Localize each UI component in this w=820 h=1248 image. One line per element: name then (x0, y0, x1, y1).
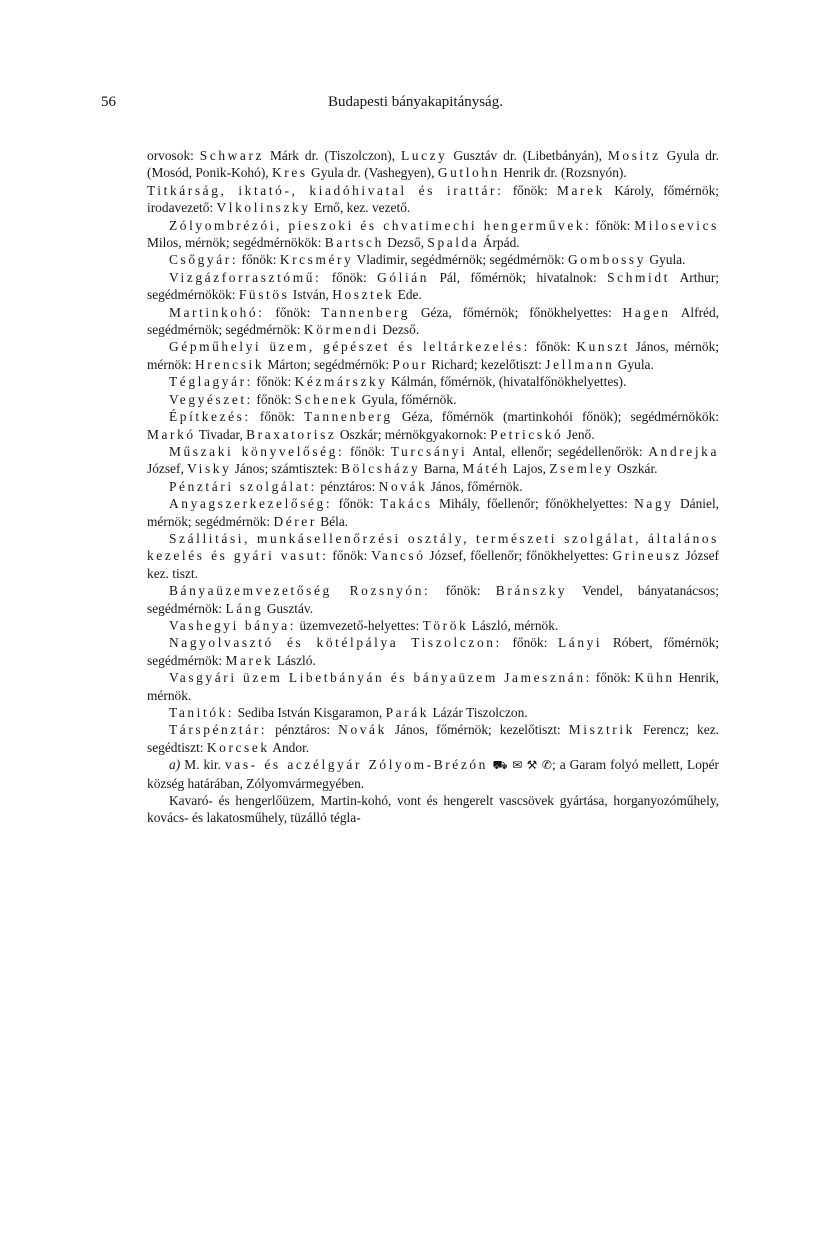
text-run: János, főmérnök. (427, 478, 523, 494)
text-run: József, (147, 461, 188, 477)
text-run: főnök: (591, 670, 635, 686)
spaced-text: Krcsméry (279, 252, 354, 268)
paragraph (147, 617, 719, 634)
spaced-text: Hosztek (332, 287, 395, 303)
spaced-text: Vlkolinszky (216, 200, 311, 216)
text-run: Gusztáv. (263, 600, 314, 616)
spaced-text: Vegyészet: (169, 391, 254, 407)
text-run: Sediba István Kisgaramon, (234, 705, 386, 720)
spaced-text: Hrencsik (194, 356, 265, 372)
text-run: Henrik dr. (Rozsnyón). (499, 165, 627, 181)
spaced-text: Csőgyár: (169, 252, 239, 268)
spaced-text: Schmidt (607, 269, 670, 285)
spaced-text: Gépműhelyi üzem, gépészet és leltárkezelés: (169, 339, 530, 355)
text-run: Kavaró- és hengerlőüzem, Martin-kohó, vont és hengerelt vascsövek gyártása, horganyozóműhely, kovács- és lakatosműhely, tüzálló tégla- (147, 793, 719, 826)
paragraph (147, 530, 719, 582)
text-run: Kálmán, főmérnök, (hivatalfőnökhelyettes). (387, 374, 627, 390)
spaced-text: Társpénztár: (169, 722, 268, 738)
text-run: Gyula dr. (Mosód, Ponik-Kohó), (147, 148, 720, 181)
paragraph (147, 721, 719, 756)
spaced-text: Visky (187, 461, 232, 477)
text-run: főnök: (344, 443, 391, 459)
text-run: Dániel, mérnök; segédmérnök: (147, 496, 720, 529)
text-run: főnök: (328, 548, 372, 564)
paragraph (147, 704, 719, 721)
paragraph (147, 792, 719, 827)
text-run: Gyula dr. (Vashegyen), (307, 165, 438, 181)
text-run: főnök: (501, 635, 559, 651)
text-run: Mihály, főellenőr; főnökhelyettes: (432, 496, 635, 512)
text-run: a) (169, 757, 181, 773)
text-run: Andor. (269, 739, 310, 755)
text-run: főnök: (332, 496, 381, 512)
text-run: főnök: (238, 252, 280, 268)
text-run: Ferencz; kez. segédtiszt: (147, 722, 719, 755)
spaced-text: Novák (378, 478, 428, 494)
spaced-text: Spalda (427, 235, 480, 251)
text-run: Oszkár. (613, 461, 658, 477)
spaced-text: Kühn (634, 670, 675, 686)
text-run: Márk dr. (Tiszolczon), (264, 148, 401, 163)
spaced-text: Grineusz (612, 548, 682, 564)
text-run: László. (273, 652, 316, 668)
text-run: Oszkár; mérnökgyakornok: (336, 426, 491, 442)
spaced-text: Korcsek (206, 739, 270, 755)
spaced-text: Tanitók: (169, 705, 235, 720)
symbol-icons: ⛟ ✉ ⚒ ✆ (487, 758, 552, 773)
spaced-text: Tannenberg (303, 409, 393, 425)
spaced-text: Füstös (238, 287, 290, 303)
paragraph (147, 756, 719, 792)
spaced-text: Műszaki könyvelőség: (169, 443, 345, 459)
spaced-text: Mátéh (462, 461, 510, 477)
spaced-text: Téglagyár: (169, 374, 253, 390)
paragraph (147, 304, 719, 339)
text-run: M. kir. (180, 757, 225, 773)
paragraph (147, 217, 719, 252)
text-run: főnök: (591, 217, 635, 233)
paragraph (147, 634, 719, 669)
text-run: Barna, (420, 461, 463, 477)
spaced-text: Körmendi (303, 322, 380, 338)
text-run: pénztáros: (267, 722, 339, 738)
text-run: Antal, ellenőr; segédellenőrök: (467, 443, 649, 459)
spaced-text: Schwarz (199, 148, 265, 163)
text-run: Márton; segédmérnök: (264, 356, 393, 372)
text-run: főnök: (253, 374, 295, 390)
page-number: 56 (101, 94, 116, 110)
spaced-text: Szállitási, munkásellenőrzési osztály, természeti szolgálat, általános kezelés és gyári vasut: (147, 530, 719, 564)
text-run: Vendel, bányatanácsos; segédmérnök: (147, 583, 719, 616)
spaced-text: Építkezés: (169, 409, 251, 425)
text-run: Richard; kezelőtiszt: (428, 356, 546, 372)
text-run: István, (289, 287, 333, 303)
paragraph (147, 182, 719, 217)
spaced-text: Vancsó (371, 548, 426, 564)
text-run: pénztáros: (316, 478, 379, 494)
spaced-text: Lányi (558, 635, 603, 651)
spaced-text: Bránszky (495, 583, 568, 599)
spaced-text: Martinkohó: (169, 304, 265, 320)
text-run: Géza, főmérnök (martinkohói főnök); segédmérnökök: (392, 409, 720, 425)
text-run: Ernő, kez. vezető. (310, 200, 411, 216)
text-run: Gusztáv dr. (Libetbányán), (447, 148, 608, 163)
text-run: főnök: (321, 269, 378, 285)
spaced-text: Braxatorisz (246, 426, 337, 442)
spaced-text: Nagy (634, 496, 674, 512)
spaced-text: Láng (225, 600, 264, 616)
spaced-text: Zólyombrézói, pieszoki és chvatimechi hengerművek: (169, 217, 592, 233)
spaced-text: Bartsch (324, 235, 384, 251)
text-run: László, mérnök. (468, 617, 559, 633)
spaced-text: Török (422, 617, 469, 633)
text-run: János; számtisztek: (231, 461, 342, 477)
spaced-text: Marek (556, 182, 605, 198)
text-run: főnök: (250, 409, 304, 425)
spaced-text: Kres (271, 165, 308, 181)
paragraph (147, 582, 719, 617)
text-run: János, mérnök; mérnök: (147, 339, 719, 372)
spaced-text: Bányaüzemvezetőség Rozsnyón: (169, 583, 431, 599)
text-run: Gyula. (614, 356, 654, 372)
spaced-text: Misztrik (568, 722, 635, 738)
text-run: ; a Garam folyó mellett, Lopér község határában, Zólyomvármegyében. (147, 757, 719, 791)
spaced-text: Turcsányi (390, 443, 468, 459)
text-run: Arthur; segédmérnökök: (147, 269, 720, 303)
spaced-text: vas- és aczélgyár Zólyom-Brézón (225, 757, 488, 773)
spaced-text: Anyagszerkezelőség: (169, 496, 333, 512)
spaced-text: Dérer (273, 513, 317, 529)
text-run: Henrik, mérnök. (147, 670, 720, 703)
text-run: Ede. (394, 287, 422, 303)
spaced-text: Hagen (622, 304, 671, 320)
spaced-text: Markó (147, 426, 196, 442)
text-run: Géza, főmérnök; főnökhelyettes: (410, 304, 623, 320)
text-run: orvosok: (147, 148, 200, 163)
spaced-text: Gólián (377, 269, 430, 285)
spaced-text: Vashegyi bánya: (169, 617, 297, 633)
text-run: József, főellenőr; főnökhelyettes: (425, 548, 613, 564)
text-run: Tivadar, (195, 426, 247, 442)
spaced-text: Takács (380, 496, 433, 512)
spaced-text: Nagyolvasztó és kötélpálya Tiszolczon: (169, 635, 502, 651)
spaced-text: Marek (225, 652, 274, 668)
spaced-text: Andrejka (648, 443, 719, 459)
text-run: Lajos, (509, 461, 550, 477)
text-run: Jenő. (563, 426, 595, 442)
spaced-text: Luczy (401, 148, 448, 163)
spaced-text: Gutlohn (437, 165, 500, 181)
paragraph (147, 251, 719, 268)
text-run: Alfréd, segédmérnök; segédmérnök: (147, 304, 720, 338)
spaced-text: Kézmárszky (294, 374, 388, 390)
spaced-text: Gombossy (567, 252, 647, 268)
spaced-text: Schenek (294, 391, 359, 407)
text-run: Béla. (316, 513, 349, 529)
running-title: Budapesti bányakapitányság. (328, 94, 503, 110)
spaced-text: Vizgázforrasztómű: (169, 269, 322, 285)
spaced-text: Kunszt (576, 339, 630, 355)
text-run: Róbert, főmérnök; segédmérnök: (147, 635, 719, 668)
spaced-text: Tannenberg (321, 304, 411, 320)
text-run: főnök: (253, 391, 295, 407)
text-run: üzemvezető-helyettes: (296, 617, 423, 633)
text-run: főnök: (529, 339, 577, 355)
text-run: Árpád. (479, 235, 520, 251)
spaced-text: Pour (392, 356, 429, 372)
paragraph (147, 408, 719, 443)
text-run: Dezső. (379, 322, 420, 338)
text-run: főnök: (430, 583, 496, 599)
spaced-text: Mositz (607, 148, 661, 163)
text-run: Milos, mérnök; segédmérnökök: (147, 235, 325, 251)
spaced-text: Jellmann (545, 356, 615, 372)
paragraph (147, 495, 719, 530)
paragraph (147, 338, 719, 373)
body-text (147, 147, 719, 827)
text-run: Dezső, (383, 235, 428, 251)
paragraph (147, 478, 719, 495)
text-run: Gyula, főmérnök. (358, 391, 457, 407)
text-run: Pál, főmérnök; hivatalnok: (429, 269, 608, 285)
spaced-text: Zsemley (549, 461, 614, 477)
text-run: János, főmérnök; kezelőtiszt: (386, 722, 569, 738)
spaced-text: Milosevics (634, 217, 719, 233)
paragraph (147, 669, 719, 704)
text-run: Károly, főmérnök; irodavezető: (147, 182, 719, 216)
text-run: Gyula. (646, 252, 686, 268)
spaced-text: Vasgyári üzem Libetbányán és bányaüzem Jamesznán: (169, 670, 592, 686)
paragraph (147, 269, 719, 304)
text-run: főnök: (503, 182, 557, 198)
paragraph (147, 443, 719, 478)
page-header (101, 94, 730, 120)
paragraph (147, 147, 719, 182)
spaced-text: Pénztári szolgálat: (169, 478, 317, 494)
text-run: Vladimir, segédmérnök; segédmérnök: (353, 252, 568, 268)
spaced-text: Titkárság, iktató-, kiadóhivatal és irattár: (147, 182, 504, 198)
text-run: Lázár Tiszolczon. (429, 705, 528, 720)
spaced-text: Novák (338, 722, 387, 738)
spaced-text: Parák (385, 705, 430, 720)
spaced-text: Petricskó (490, 426, 564, 442)
paragraph (147, 373, 719, 390)
text-run: főnök: (264, 304, 322, 320)
spaced-text: Bölcsházy (341, 461, 421, 477)
text-run: József kez. tiszt. (147, 548, 719, 581)
paragraph (147, 391, 719, 408)
